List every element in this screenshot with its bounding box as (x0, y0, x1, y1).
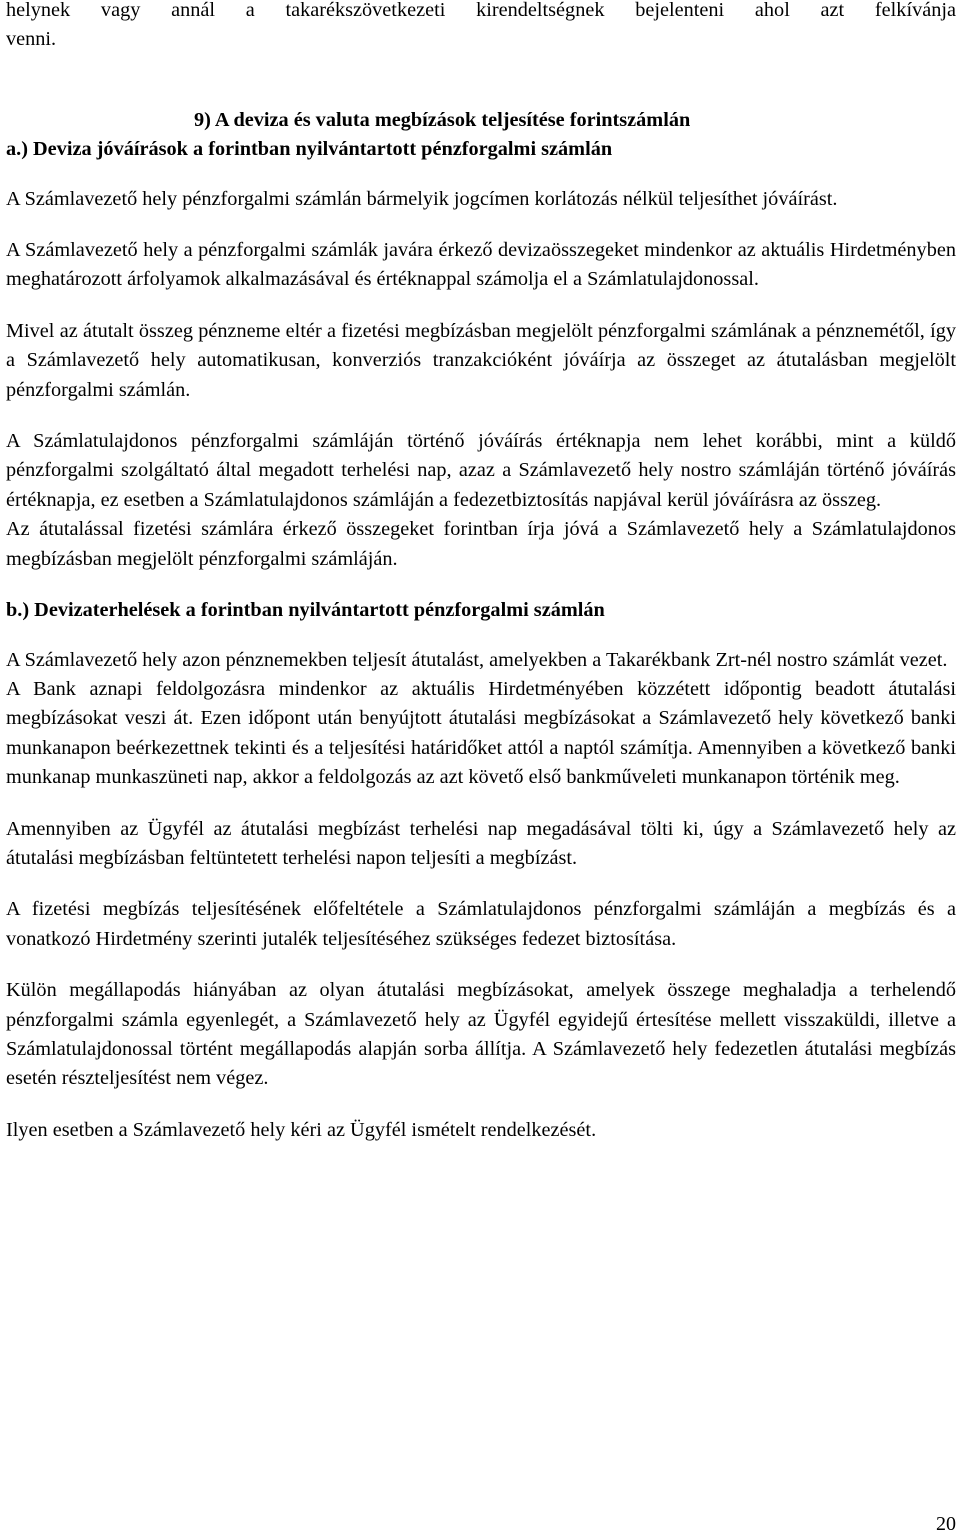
paragraph-b3: Amennyiben az Ügyfél az átutalási megbízást terhelési nap megadásával tölti ki, úgy a Számlavezető hely az átutalási megbízásban feltüntetett terhelési napon teljesíti a megbízást. (6, 817, 956, 869)
document-page (6, 0, 956, 1145)
paragraph-b4: A fizetési megbízás teljesítésének előfeltétele a Számlatulajdonos pénzforgalmi számláján a megbízás és a vonatkozó Hirdetmény szerinti jutalék teljesítéséhez szükséges fedezet biztosítása. (6, 898, 956, 950)
section-title: 9) A deviza és valuta megbízások teljesítése forintszámlán (194, 108, 691, 131)
paragraph-a1: A Számlavezető hely pénzforgalmi számlán bármelyik jogcímen korlátozás nélkül teljesíthet jóváírást. (6, 187, 838, 210)
intro-line-1: helynek vagy annál a takarékszövetkezeti kirendeltségnek bejelenteni ahol azt felkívánja (6, 0, 956, 21)
paragraph-a3: Mivel az átutalt összeg pénzneme eltér a fizetési megbízásban megjelölt pénzforgalmi számlának a pénznemétől, így a Számlavezető hely automatikusan, konverziós tranzakcióként jóváírja az összeget az átutalásban megjelölt pénzforgalmi számlán. (6, 319, 956, 401)
intro-line-2: venni. (6, 28, 57, 51)
paragraph-b1: A Számlavezető hely azon pénznemekben teljesít átutalást, amelyekben a Takarékbank Zrt-nél nostro számlát vezet. (6, 648, 948, 671)
page-number: 20 (936, 1513, 956, 1535)
subsection-b-heading: b.) Devizaterhelések a forintban nyilvántartott pénzforgalmi számlán (6, 599, 605, 622)
paragraph-b6: Ilyen esetben a Számlavezető hely kéri az Ügyfél ismételt rendelkezését. (6, 1118, 597, 1141)
paragraph-b5: Külön megállapodás hiányában az olyan átutalási megbízásokat, amelyek összege meghaladja a terhelendő pénzforgalmi számla egyenlegét, a Számlavezető hely az Ügyfél egyidejű értesítése mellett visszaküldi, illetve a Számlatulajdonossal történt megállapodás alapján sorba állítja. A Számlavezető hely fedezetlen átutalási megbízás esetén részteljesítést nem végez. (6, 979, 956, 1090)
paragraph-a2: A Számlavezető hely a pénzforgalmi számlák javára érkező devizaösszegeket mindenkor az aktuális Hirdetményben meghatározott árfolyamok alkalmazásával és értéknappal számolja el a Számlatulajdonossal. (6, 239, 956, 291)
paragraph-a4: A Számlatulajdonos pénzforgalmi számláján történő jóváírás értéknapja nem lehet korábbi, mint a küldő pénzforgalmi szolgáltató által megadott terhelési nap, azaz a Számlavezető hely nostro számláján történő jóváírás értéknapja, ez esetben a Számlatulajdonos számláján a fedezetbiztosítás napjával kerül jóváírásra az összeg. (6, 430, 956, 511)
subsection-a-heading: a.) Deviza jóváírások a forintban nyilvántartott pénzforgalmi számlán (6, 138, 613, 161)
paragraph-a5: Az átutalással fizetési számlára érkező összegeket forintban írja jóvá a Számlavezető hely a Számlatulajdonos megbízásban megjelölt pénzforgalmi számláján. (6, 518, 956, 570)
paragraph-b2: A Bank aznapi feldolgozásra mindenkor az aktuális Hirdetményében közzétett időpontig beadott átutalási megbízásokat veszi át. Ezen időpont után benyújtott átutalási megbízásokat a Számlavezető hely következő banki munkanapon beérkezettnek tekinti és a teljesítési határidőket attól a naptól számítja. Amennyiben a következő banki munkanap munkaszüneti nap, akkor a feldolgozás az azt követő első bankműveleti munkanapon történik meg. (6, 677, 956, 789)
